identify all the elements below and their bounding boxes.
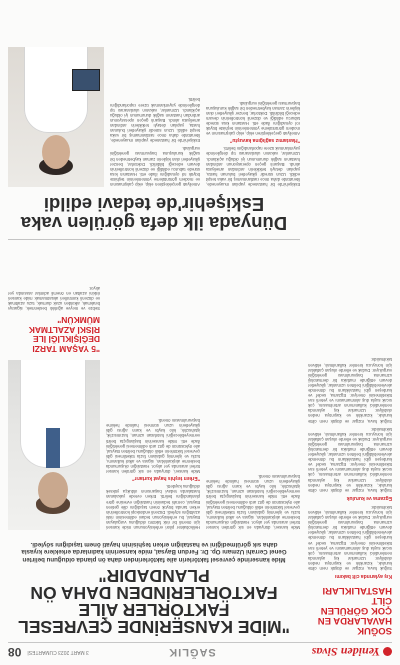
monitor-icon <box>72 69 100 91</box>
newspaper-logo <box>312 645 392 660</box>
section-title: SAĞLIK <box>168 646 216 658</box>
article-deck: Mide kanserinde çevresel faktörlerin aile faktörlerinden daha ön planda olduğunu belirten Genel Cerrahi Uzmanı Op. Dr. Ferdun Baysal, mide kanserinin kadınlarda erkeklere kıyasla daha sık görülmediğini ve hastalığın erken teşhisinin hayati önem taşıdığını söyledi. <box>21 541 287 563</box>
pull-quote <box>8 286 100 353</box>
article-2-headline: Dünyada ilk defa görülen vaka Eskişehir'de tedavi edildi <box>20 194 288 234</box>
article-2-column-1 <box>206 101 300 187</box>
column-2-subhead: "Erken teşhis hayat kurtarır" <box>132 475 200 482</box>
article-2-text-1: Eskişehir'de bir hastanede yapılan muayenede, literatürde daha önce rastlanmamış bir vaka tespit edildi. Uzun süredir şikayetleri bulunan hasta, yapılan detaylı tetkiklerin ardından ameliyata alındı. Başarılı geçen operasyonun ardından hastanın sağlık durumunun iyi olduğu açıklandı. Uzmanlar, vakanın uluslararası tıp dergilerinde yayımlanmak üzere raporlandığını belirtti. <box>206 146 300 187</box>
page-number: 08 <box>8 645 22 659</box>
column-2-text: Helikobakter pilori enfeksiyonunun mide kanseri için önemli bir risk faktörü olduğunu vurgulayan Baysal, bu enfeksiyonun tedavi edilmesinin riski azalttığını söyledi. Düzenli endoskopi kontrollerinin erken tanıda büyük önem taşıdığını dile getiren Baysal, cerrahi tedavinin hastalığın evresine göre planlandığını belirtti. Erken evrede yakalanan hastalarda tedavi başarısının oldukça yüksek olduğunu kaydetti. <box>106 484 200 530</box>
sidebar-body: Soğuk hava, rüzgar ve düşük nem ciltte kuruluk, kızarıklık ve kaşıntıya neden olabiliyor. Uzmanlar kış aylarında nemlendirici kullanımının artırılmasını, çok sıcak suyla duş alınmamasını ve yeterli sıvı tüketilmesini öneriyor. Egzama, sedef ve kurdeşen gibi hastalıkların bu dönemde alevlenebildiğini belirten uzmanlar, şikayetler devam ettiğinde mutlaka bir dermatoloji uzmanına başvurulması gerektiğini vurguluyor. Dudak ve ellerde oluşan çatlaklar için koruyucu kremler kullanılmalı, eldiven takılmalıdır. <box>308 504 392 571</box>
article-column-2 <box>106 418 200 530</box>
pull-quote-text: "5 YAŞAM TARZI DEĞİŞİKLİĞİ İLE RİSKİ AZALTMAK MÜMKÜN" <box>28 315 100 354</box>
page-header <box>8 642 392 661</box>
pull-quote-body: Sebze ve meyve ağırlıklı beslenmek, sigarayı bırakmak, alkolden uzak durmak, tuzu azaltmak ve düzenli kontrolleri aksatmamak mide kanseri riskini azaltan en önemli adımlar arasında yer alıyor. <box>8 285 100 311</box>
sidebar-body-2: Soğuk hava, rüzgar ve düşük nem ciltte kuruluk, kızarıklık ve kaşıntıya neden olabiliyor. Uzmanlar kış aylarında nemlendirici kullanımının artırılmasını, çok sıcak suyla duş alınmamasını ve yeterli sıvı tüketilmesini öneriyor. Egzama, sedef ve kurdeşen gibi hastalıkların bu dönemde alevlenebildiğini belirten uzmanlar, şikayetler devam ettiğinde mutlaka bir dermatoloji uzmanına başvurulması gerektiğini vurguluyor. Dudak ve ellerde oluşan çatlaklar için koruyucu kremler kullanılmalı, eldiven takılmalıdır. <box>308 426 392 493</box>
surgeon-photo <box>8 47 104 187</box>
sidebar-article <box>308 5 392 635</box>
main-content <box>8 5 300 635</box>
logo-icon <box>383 648 392 657</box>
sidebar-body-3: Soğuk hava, rüzgar ve düşük nem ciltte kuruluk, kızarıklık ve kaşıntıya neden olabiliyor. Uzmanlar kış aylarında nemlendirici kullanımının artırılmasını, çok sıcak suyla duş alınmamasını ve yeterli sıvı tüketilmesini öneriyor. Egzama, sedef ve kurdeşen gibi hastalıkların bu dönemde alevlenebildiğini belirten uzmanlar, şikayetler devam ettiğinde mutlaka bir dermatoloji uzmanına başvurulması gerektiğini vurguluyor. Dudak ve ellerde oluşan çatlaklar için koruyucu kremler kullanılmalı, eldiven takılmalıdır. <box>308 357 392 424</box>
photo-scrub <box>46 428 60 468</box>
article-2-subhead: "Hastamız sağlığına kavuştu" <box>229 137 300 144</box>
article-headline: "MİDE KANSERİNDE ÇEVRESEL FAKTÖRLER AİLE FAKTÖRLERİNDEN DAHA ÖN PLANDADIR" <box>18 566 290 637</box>
logo-text: Yeniden Sivas <box>311 645 380 660</box>
doctor-photo <box>8 360 100 530</box>
sidebar-subhead-2: Egzama ve kuruluk <box>346 494 392 501</box>
article-column-1: Mide kanseri, dünyada en sık görülen kanser türleri arasında yer alıyor. Hastalığın oluşumunda beslenme alışkanlıkları, sigara ve alkol kullanımı, tuzlu ve işlenmiş gıdaların fazla tüketilmesi gibi çevresel faktörlerin etkili olduğunu belirten Baysal, aile öyküsünün de göz ardı edilmemesi gerektiğini ifade etti. Mide kanserinin başlangıçta belirti vermeyebileceğini hatırlatan uzman, hazımsızlık, iştahsızlık, kilo kaybı ve karın ağrısı gibi şikayetlerin uzun sürmesi halinde hekime başvurulmasını önerdi. <box>206 474 300 530</box>
sidebar-subhead: Kış aylarında cilt bakımı <box>335 573 392 579</box>
issue-date: 3 MART 2023 CUMARTESİ <box>27 649 89 655</box>
article-2-text-2: Ameliyatı gerçekleştiren ekip, ekip çalışmasının ve modern görüntüleme yöntemlerinin teşhiste büyük rol oynadığını ifade etti. Hastanın kısa sürede taburcu edildiği ve düzenli kontrollerinin devam edeceği bildirildi. Doktorlar, benzer şikayetleri olan kişilerin zaman kaybetmeden bir sağlık kuruluşuna başvurması gerektiğini vurguladı. <box>206 100 300 137</box>
article-divider <box>8 239 300 240</box>
sidebar-headline: SOĞUK HAVALARDA EN ÇOK GÖRÜLEN CİLT HASTALIKLARI <box>317 585 392 636</box>
page-meta <box>8 645 89 659</box>
article-2-column-2 <box>110 97 200 187</box>
article-2-text-3: Ameliyatı gerçekleştiren ekip, ekip çalışmasının ve modern görüntüleme yöntemlerinin teşhiste büyük rol oynadığını ifade etti. Hastanın kısa sürede taburcu edildiği ve düzenli kontrollerinin devam edeceği bildirildi. Doktorlar, benzer şikayetleri olan kişilerin zaman kaybetmeden bir sağlık kuruluşuna başvurması gerektiğini vurguladı. <box>110 146 200 187</box>
photo-2-face <box>42 135 70 169</box>
article-2-text-4: Eskişehir'de bir hastanede yapılan muayenede, literatürde daha önce rastlanmamış bir vaka tespit edildi. Uzun süredir şikayetleri bulunan hasta, yapılan detaylı tetkiklerin ardından ameliyata alındı. Başarılı geçen operasyonun ardından hastanın sağlık durumunun iyi olduğu açıklandı. Uzmanlar, vakanın uluslararası tıp dergilerinde yayımlanmak üzere raporlandığını belirtti. <box>110 97 200 144</box>
photo-face <box>38 472 68 508</box>
column-2-text-2: Mide kanseri, dünyada en sık görülen kanser türleri arasında yer alıyor. Hastalığın oluşumunda beslenme alışkanlıkları, sigara ve alkol kullanımı, tuzlu ve işlenmiş gıdaların fazla tüketilmesi gibi çevresel faktörlerin etkili olduğunu belirten Baysal, aile öyküsünün de göz ardı edilmemesi gerektiğini ifade etti. Mide kanserinin başlangıçta belirti vermeyebileceğini hatırlatan uzman, hazımsızlık, iştahsızlık, kilo kaybı ve karın ağrısı gibi şikayetlerin uzun sürmesi halinde hekime başvurulmasını önerdi. <box>106 418 200 475</box>
